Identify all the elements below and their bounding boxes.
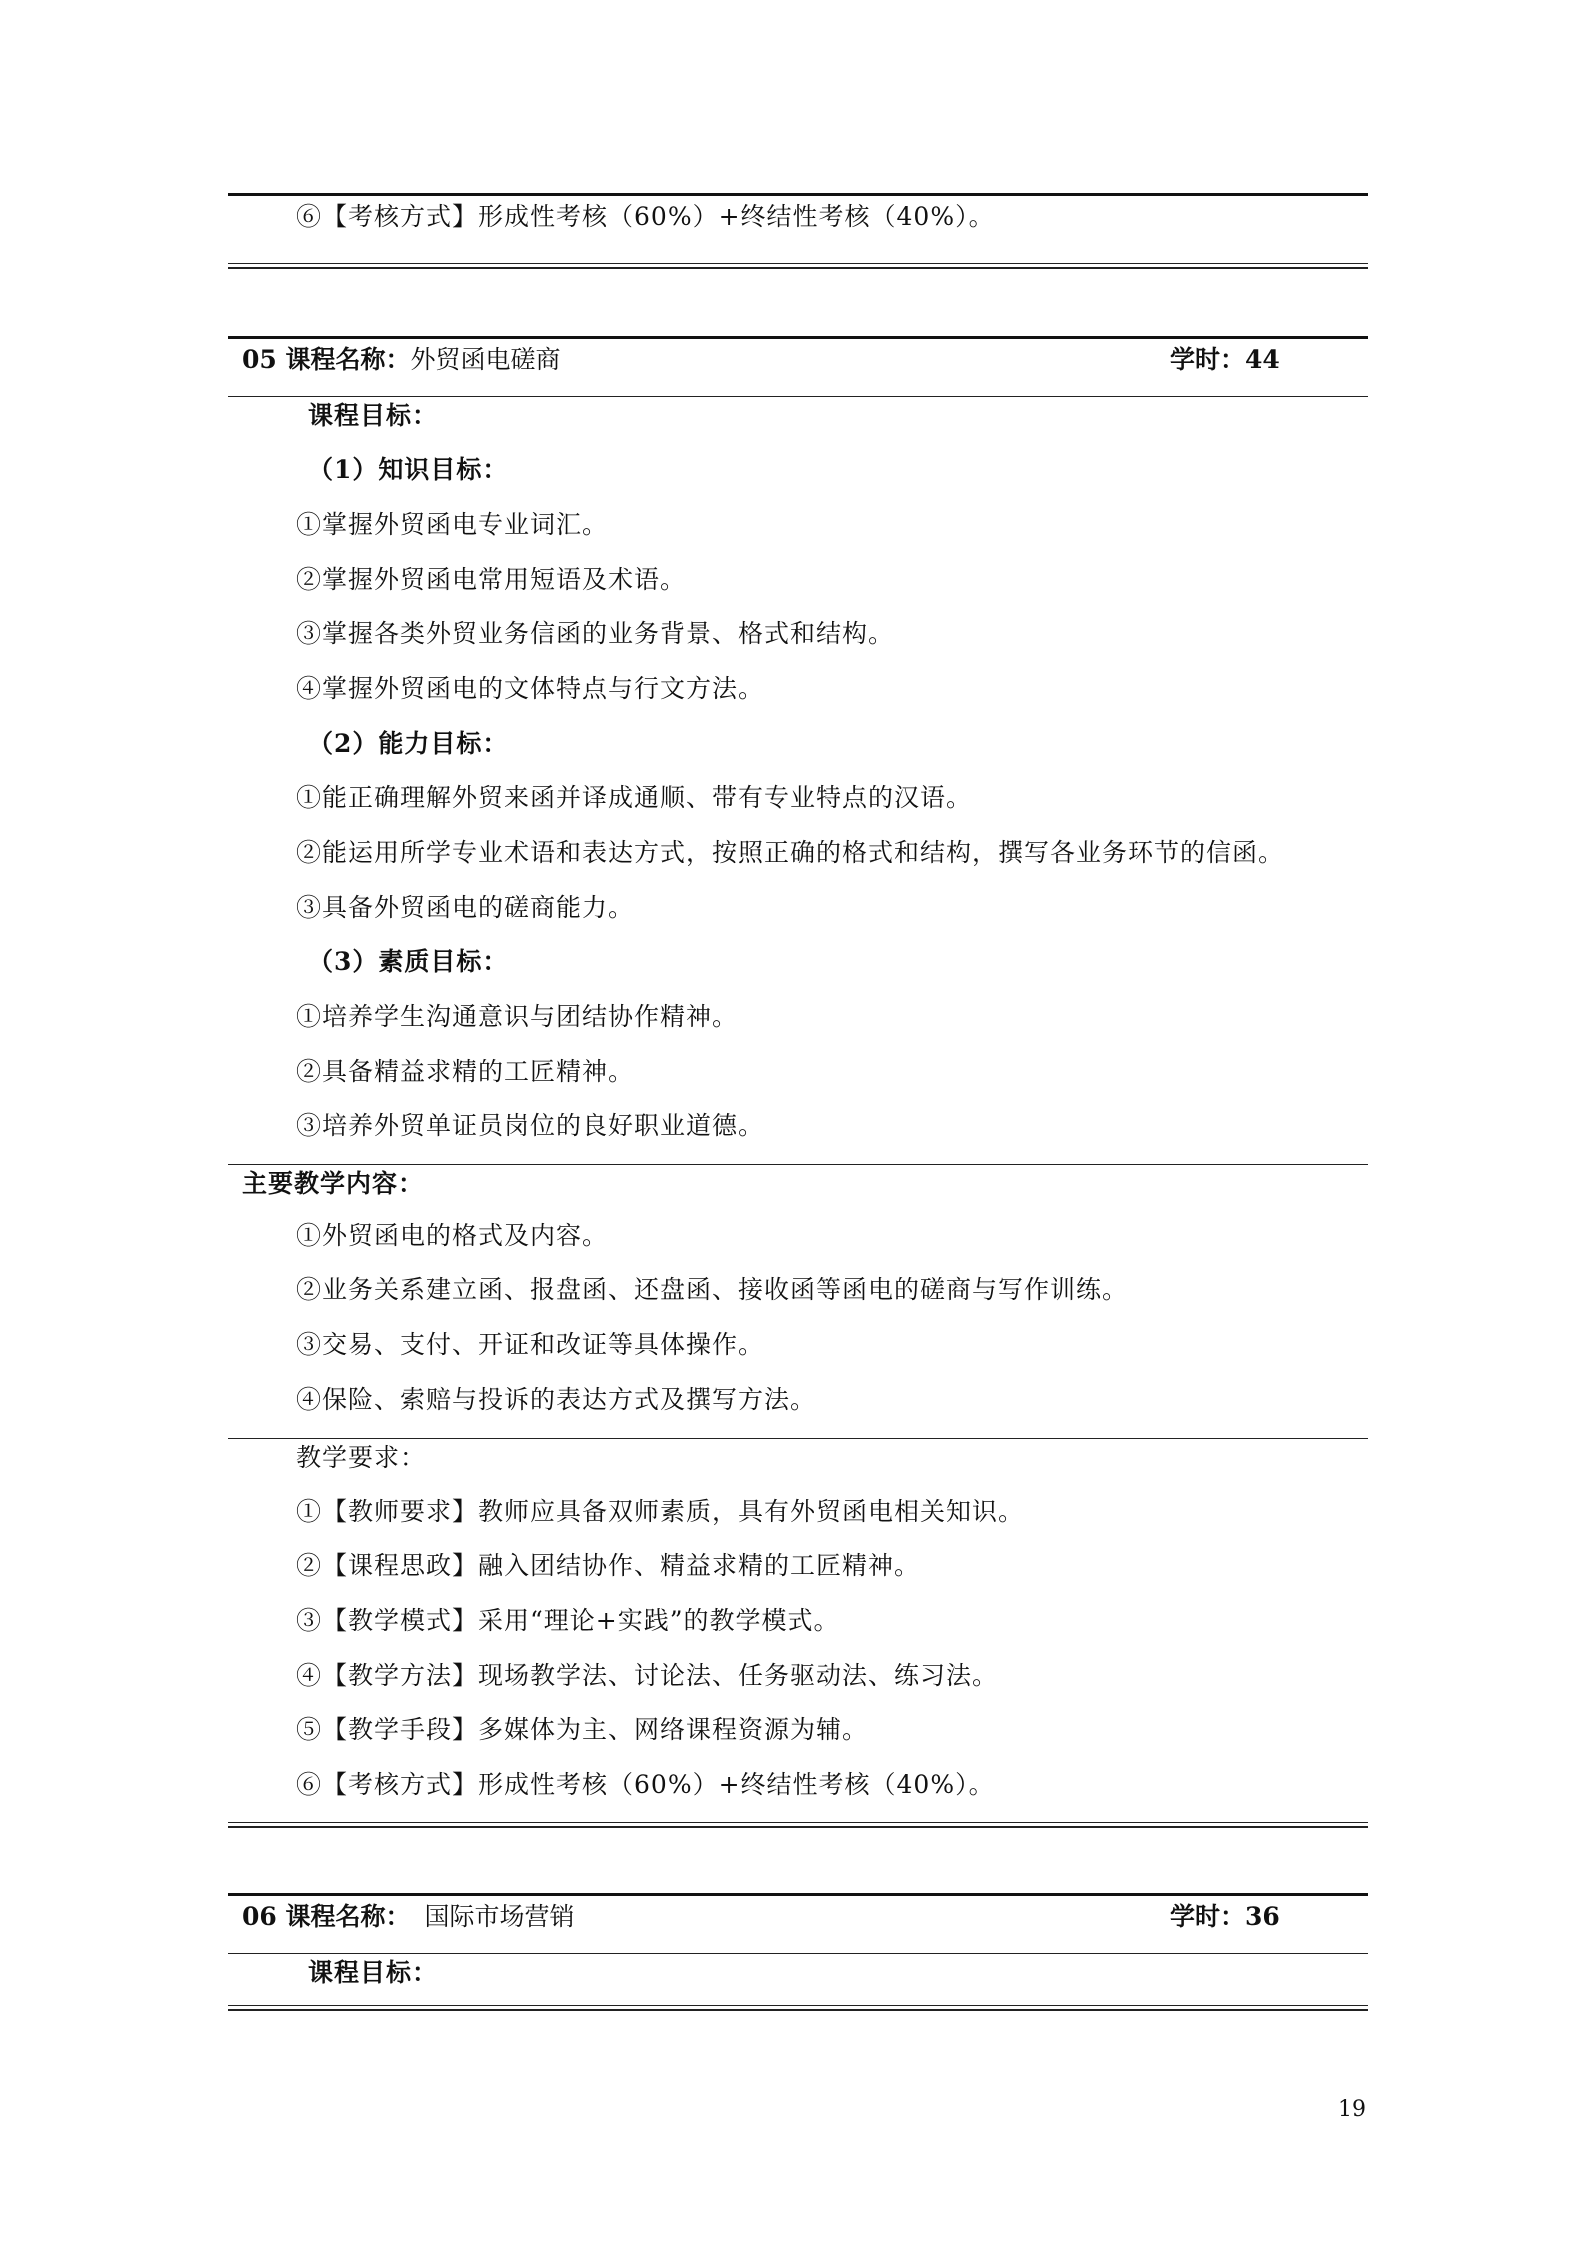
course-05-number-label: 05 课程名称： (242, 345, 411, 374)
course-05-name: 外贸函电磋商 (410, 345, 561, 374)
knowledge-heading: （1）知识目标： (308, 455, 509, 484)
list-item: ④【教学方法】现场教学法、讨论法、任务驱动法、练习法。 (296, 1661, 999, 1690)
content-divider (228, 1164, 1368, 1165)
list-item: ③掌握各类外贸业务信函的业务背景、格式和结构。 (296, 619, 895, 648)
course-06-hours: 学时：36 (1170, 1902, 1280, 1931)
course-06-block (228, 1893, 1368, 2013)
list-item: ①能正确理解外贸来函并译成通顺、带有专业特点的汉语。 (296, 783, 973, 812)
list-item: ①掌握外贸函电专业词汇。 (296, 510, 609, 539)
course-06-title-row (242, 1901, 1354, 1933)
course-06-goals-heading: 课程目标： (308, 1958, 439, 1987)
list-item: ④保险、索赔与投诉的表达方式及撰写方法。 (296, 1385, 817, 1414)
list-item: ⑥【考核方式】形成性考核（60%）+终结性考核（40%）。 (296, 1770, 995, 1799)
course-06-end-rule (228, 2005, 1368, 2011)
list-item: ②具备精益求精的工匠精神。 (296, 1057, 635, 1086)
list-item: ①培养学生沟通意识与团结协作精神。 (296, 1002, 739, 1031)
assessment-line: ⑥【考核方式】形成性考核（60%）+终结性考核（40%）。 (296, 202, 995, 231)
previous-course-tail (228, 193, 1368, 273)
course-06-title-rule (228, 1953, 1368, 1954)
course-06-number-label: 06 课程名称： (242, 1902, 411, 1931)
list-item: ①【教师要求】教师应具备双师素质，具有外贸函电相关知识。 (296, 1497, 1025, 1526)
requirements-heading: 教学要求： (296, 1443, 427, 1472)
course-05-top-rule (228, 336, 1368, 339)
top-rule (228, 193, 1368, 196)
course-05-block (228, 336, 1368, 1836)
course-06-top-rule (228, 1893, 1368, 1896)
section-end-rule (228, 263, 1368, 269)
list-item: ③【教学模式】采用“理论+实践”的教学模式。 (296, 1606, 840, 1635)
course-05-end-rule (228, 1822, 1368, 1828)
list-item: ②【课程思政】融入团结协作、精益求精的工匠精神。 (296, 1551, 921, 1580)
list-item: ②业务关系建立函、报盘函、还盘函、接收函等函电的磋商与写作训练。 (296, 1275, 1129, 1304)
course-06-name: 国际市场营销 (424, 1902, 575, 1931)
quality-heading: （3）素质目标： (308, 947, 509, 976)
list-item: ②掌握外贸函电常用短语及术语。 (296, 565, 687, 594)
list-item: ③具备外贸函电的磋商能力。 (296, 893, 635, 922)
content-heading: 主要教学内容： (242, 1169, 425, 1198)
list-item: ③交易、支付、开证和改证等具体操作。 (296, 1330, 765, 1359)
page-number: 19 (1338, 2097, 1366, 2122)
list-item: ③培养外贸单证员岗位的良好职业道德。 (296, 1111, 765, 1140)
list-item: ⑤【教学手段】多媒体为主、网络课程资源为辅。 (296, 1715, 869, 1744)
list-item: ①外贸函电的格式及内容。 (296, 1221, 609, 1250)
course-05-hours: 学时：44 (1170, 345, 1280, 374)
course-05-title-rule (228, 396, 1368, 397)
list-item: ②能运用所学专业术语和表达方式，按照正确的格式和结构，撰写各业务环节的信函。 (296, 838, 1285, 867)
goals-heading: 课程目标： (308, 401, 439, 430)
list-item: ④掌握外贸函电的文体特点与行文方法。 (296, 674, 765, 703)
ability-heading: （2）能力目标： (308, 729, 509, 758)
requirements-divider (228, 1438, 1368, 1439)
course-05-title-row (242, 344, 1354, 376)
